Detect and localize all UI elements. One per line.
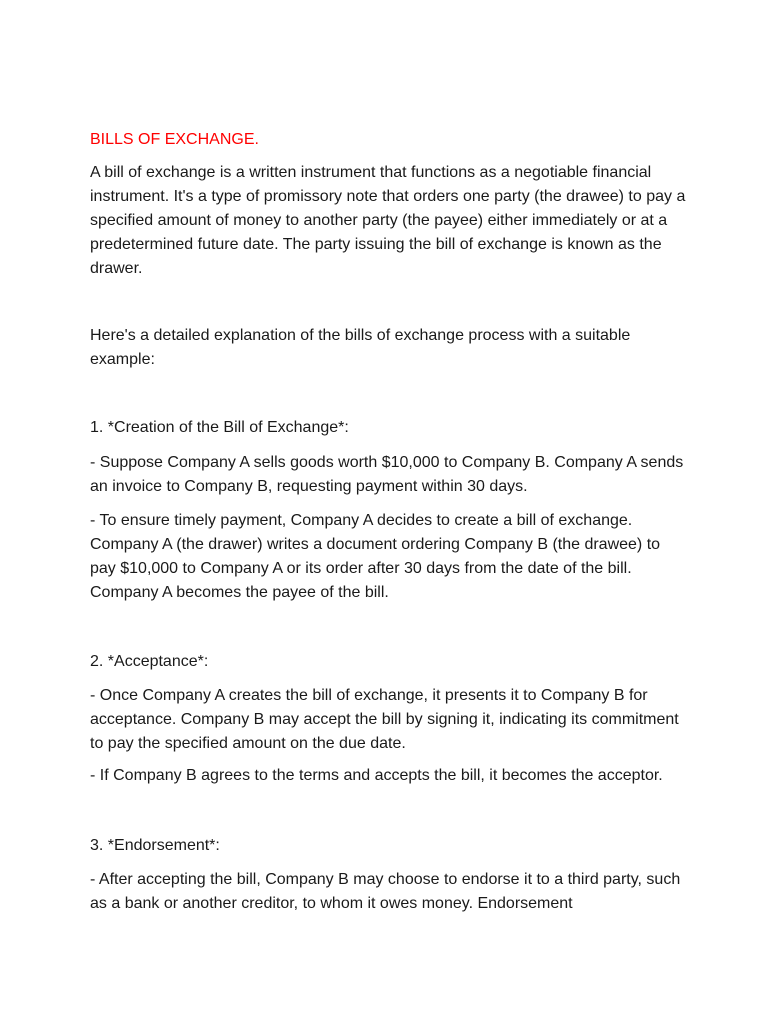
section-heading-creation: 1. *Creation of the Bill of Exchange*: [90, 419, 349, 436]
creation-paragraph-1: - Suppose Company A sells goods worth $10,000 to Company B. Company A sends an invoice to Company B, requesting payment within 30 days. [90, 454, 684, 495]
document-title: BILLS OF EXCHANGE. [90, 131, 259, 148]
acceptance-paragraph-1: - Once Company A creates the bill of exchange, it presents it to Company B for acceptance. Company B may accept the bill by signing it, indicating its commitment to pay the specified amount on the due date. [90, 687, 679, 752]
creation-paragraph-2: - To ensure timely payment, Company A decides to create a bill of exchange. Company A (the drawer) writes a document ordering Company B (the drawee) to pay $10,000 to Company A or its order after 30 days from the date of the bill. Company A becomes the payee of the bill. [90, 512, 661, 601]
intro-paragraph: A bill of exchange is a written instrument that functions as a negotiable financial instrument. It's a type of promissory note that orders one party (the drawee) to pay a specified amount of money to another party (the payee) either immediately or at a predetermined future date. The party issuing the bill of exchange is known as the drawer. [90, 164, 686, 277]
explanation-paragraph: Here's a detailed explanation of the bills of exchange process with a suitable example: [90, 327, 631, 368]
endorsement-paragraph-1: - After accepting the bill, Company B may choose to endorse it to a third party, such as a bank or another creditor, to whom it owes money. Endorsement [90, 871, 681, 912]
acceptance-paragraph-2: - If Company B agrees to the terms and accepts the bill, it becomes the acceptor. [90, 767, 663, 784]
section-heading-endorsement: 3. *Endorsement*: [90, 837, 220, 854]
section-heading-acceptance: 2. *Acceptance*: [90, 653, 209, 670]
